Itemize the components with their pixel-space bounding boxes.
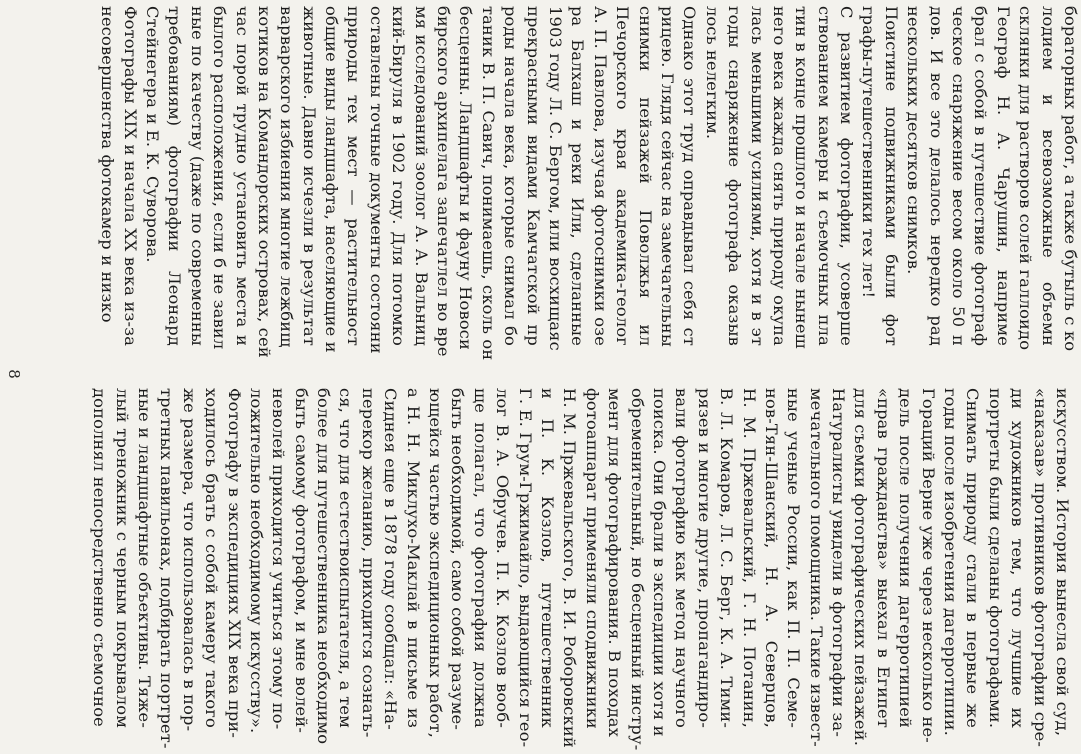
text-line: мент для фотографирования. В походах — [605, 388, 625, 738]
text-line: таник В. П. Савич, понимаешь, сколь он — [478, 6, 498, 361]
text-line: искусством. История вынесла свой суд, — [1053, 388, 1072, 737]
text-line: «прав гражданства» выехал в Египет — [873, 388, 893, 728]
text-line: Г. Е. Грум-Гржимайло, выдающийся гео- — [515, 388, 535, 748]
page-number: 8 — [5, 369, 23, 379]
text-line: неволей приходится учиться этому по- — [269, 388, 289, 730]
text-line: Стейнегера и Е. К. Суворова. — [142, 6, 162, 263]
text-line: котиков на Командорских островах, сей — [254, 6, 274, 358]
text-line: прекрасными видами Камчатской пр — [523, 6, 543, 346]
text-line: Сиднея еще в 1878 году сообщал: «На- — [381, 388, 401, 730]
text-line: вали фотографию как метод научного — [672, 388, 692, 728]
text-line: 1903 году Л. С. Бергом, или восхищаяс — [546, 6, 566, 351]
text-line: Поистине подвижниками были фот — [881, 6, 901, 346]
text-line: Фотографу в экспедициях XIX века при- — [224, 388, 244, 739]
text-line: поиска. Они брали в экспедиции хотя и — [649, 388, 669, 737]
text-line: ные по качеству (даже по современны — [187, 6, 207, 346]
text-line: природы тех мест — растительност — [344, 6, 364, 346]
text-line: нескольких десятков снимков. — [904, 6, 924, 275]
text-line: Н. М. Пржевальского, В. И. Роборовский — [560, 388, 580, 748]
text-line: перекор желанию, приходится сознать- — [358, 388, 378, 738]
text-line: тин в конце прошлого и начале нынеш — [792, 6, 812, 349]
text-line: брал с собой в путешествие фотограф — [971, 6, 991, 346]
text-line: ся, что для естествоиспытателя, а тем — [336, 388, 356, 728]
text-line: кий-Бируля в 1902 году. Для потомко — [389, 6, 409, 346]
text-line: ди художников тем, что лучшие их — [1008, 388, 1028, 728]
text-line: быть самому фотографом, и мне волей- — [291, 388, 311, 733]
text-line: графы-путешественники тех лет! — [859, 6, 879, 299]
text-line: лось нелегким. — [702, 6, 722, 140]
text-line: несовершенства фотокамер и низко — [98, 6, 118, 323]
text-line: рицею. Глядя сейчас на замечательны — [657, 6, 677, 347]
text-line: лась меньшими усилиями, хотя и в эт — [747, 6, 767, 346]
text-line: общие виды ландшафта, населяющие и — [322, 6, 342, 353]
text-line: а Н. Н. Миклухо-Маклай в письме из — [403, 388, 423, 728]
text-line: более для путешественника необходимо — [314, 388, 334, 745]
text-line: дель после получения дагерротипией — [896, 388, 916, 728]
text-line: варварского избиения многие лежбищ — [277, 6, 297, 348]
text-line: обременительный, но бесценный инстру- — [627, 388, 647, 751]
text-line: ные и ландшафтные объективы. Тяже- — [134, 388, 154, 728]
text-line: третных павильонах, подбирать портрет- — [157, 388, 177, 749]
text-line: же размера, что использовалась в пор- — [179, 388, 199, 732]
text-line: былого расположения, если б не завил — [210, 6, 230, 350]
text-line: него века жажда снять природу окупа — [769, 6, 789, 346]
text-line: ствованием камеры и съемочных пла — [814, 6, 834, 346]
text-line: нов-Тян-Шанский, Н. А. Северцов, — [761, 388, 781, 728]
text-line: ходилось брать с собой камеру такого — [202, 388, 222, 728]
text-line: роды начала века, которые снимал бо — [501, 6, 521, 346]
text-line: С развитием фотографии, усоверше — [837, 6, 857, 346]
text-line: Снимать природу стали в первые же — [963, 388, 983, 728]
text-line: ные ученые России, как П. П. Семе- — [784, 388, 804, 728]
text-line: час порой трудно установить места и — [232, 6, 252, 346]
text-line: Гораций Верне уже через несколько не- — [918, 388, 938, 743]
text-line: оставлены точные документы состояни — [366, 6, 386, 354]
text-line: склянки для растворов солей галлоидо — [1016, 6, 1036, 351]
text-line: быть необходимой, само собой разуме- — [448, 388, 468, 731]
text-line: мечательного помощника. Такие извест- — [806, 388, 826, 747]
text-line: Фотографы XIX и начала XX века из-за — [120, 6, 140, 347]
text-line: животные. Давно исчезли в результат — [299, 6, 319, 346]
text-line: ще полагал, что фотография должна — [470, 388, 490, 728]
text-line: дополнял непосредственно съемочное — [90, 388, 110, 727]
text-line: рязев и многие другие, пропагандиро- — [694, 388, 714, 728]
text-line: для съемки фотографических пейзажей. — [851, 388, 871, 747]
text-line: лодием и всевозможные объемн — [1038, 6, 1058, 346]
text-line: годы после изобретения дагерротипии. — [941, 388, 961, 736]
text-line: Географ Н. А. Чарушин, наприме — [993, 6, 1013, 346]
text-line: А. П. Павлова, изучая фотоснимки озе — [590, 6, 610, 346]
text-line: Печорского края академика-геолог — [613, 6, 633, 346]
text-line: требованиям) фотографии Леонард — [165, 6, 185, 346]
text-line: и П. К. Козлов, путешественник — [538, 388, 558, 728]
text-line: Н. М. Пржевальский, Г. Н. Потанин, — [739, 388, 759, 728]
text-line: бораторных работ, а также бутыль с ко — [1061, 6, 1080, 352]
text-line: «наказав» противников фотографии сре- — [1030, 388, 1050, 748]
text-line: лог В. А. Обручев. П. К. Козлов вооб- — [493, 388, 513, 728]
text-line: лый треножник с черным покрывалом — [112, 388, 132, 728]
text-line: фотоаппарат применяли сподвижники — [582, 388, 602, 729]
text-line: Натуралисты увидели в фотографии за- — [829, 388, 849, 737]
text-line: В. Л. Комаров, Л. С. Берг, К. А. Тими- — [717, 388, 737, 728]
left-text-column — [88, 388, 1073, 751]
text-line: бирского архипелага запечатлел во вре — [434, 6, 454, 357]
text-line: снимки пейзажей Поволжья ил — [635, 6, 655, 346]
text-line: ческое снаряжение весом около 50 п — [949, 6, 969, 346]
text-line: ра Балхаш и реки Или, сделанные — [568, 6, 588, 346]
text-line: Однако этот труд оправдывал себя ст — [680, 6, 700, 346]
text-line: ложительно необходимому искусству». — [246, 388, 266, 734]
text-line: ющейся частью экспедиционных работ, — [426, 388, 446, 739]
text-line: годы снаряжение фотографа оказыв — [725, 6, 745, 346]
text-line: мя исследований зоолог А. А. Вальниц — [411, 6, 431, 346]
text-line: бесценны. Ландшафты и фауну Новоси — [456, 6, 476, 351]
text-line: дов. И все это делалось нередко рад — [926, 6, 946, 346]
text-line: портреты были сделаны фотографами. — [985, 388, 1005, 729]
right-text-column — [96, 6, 1081, 361]
